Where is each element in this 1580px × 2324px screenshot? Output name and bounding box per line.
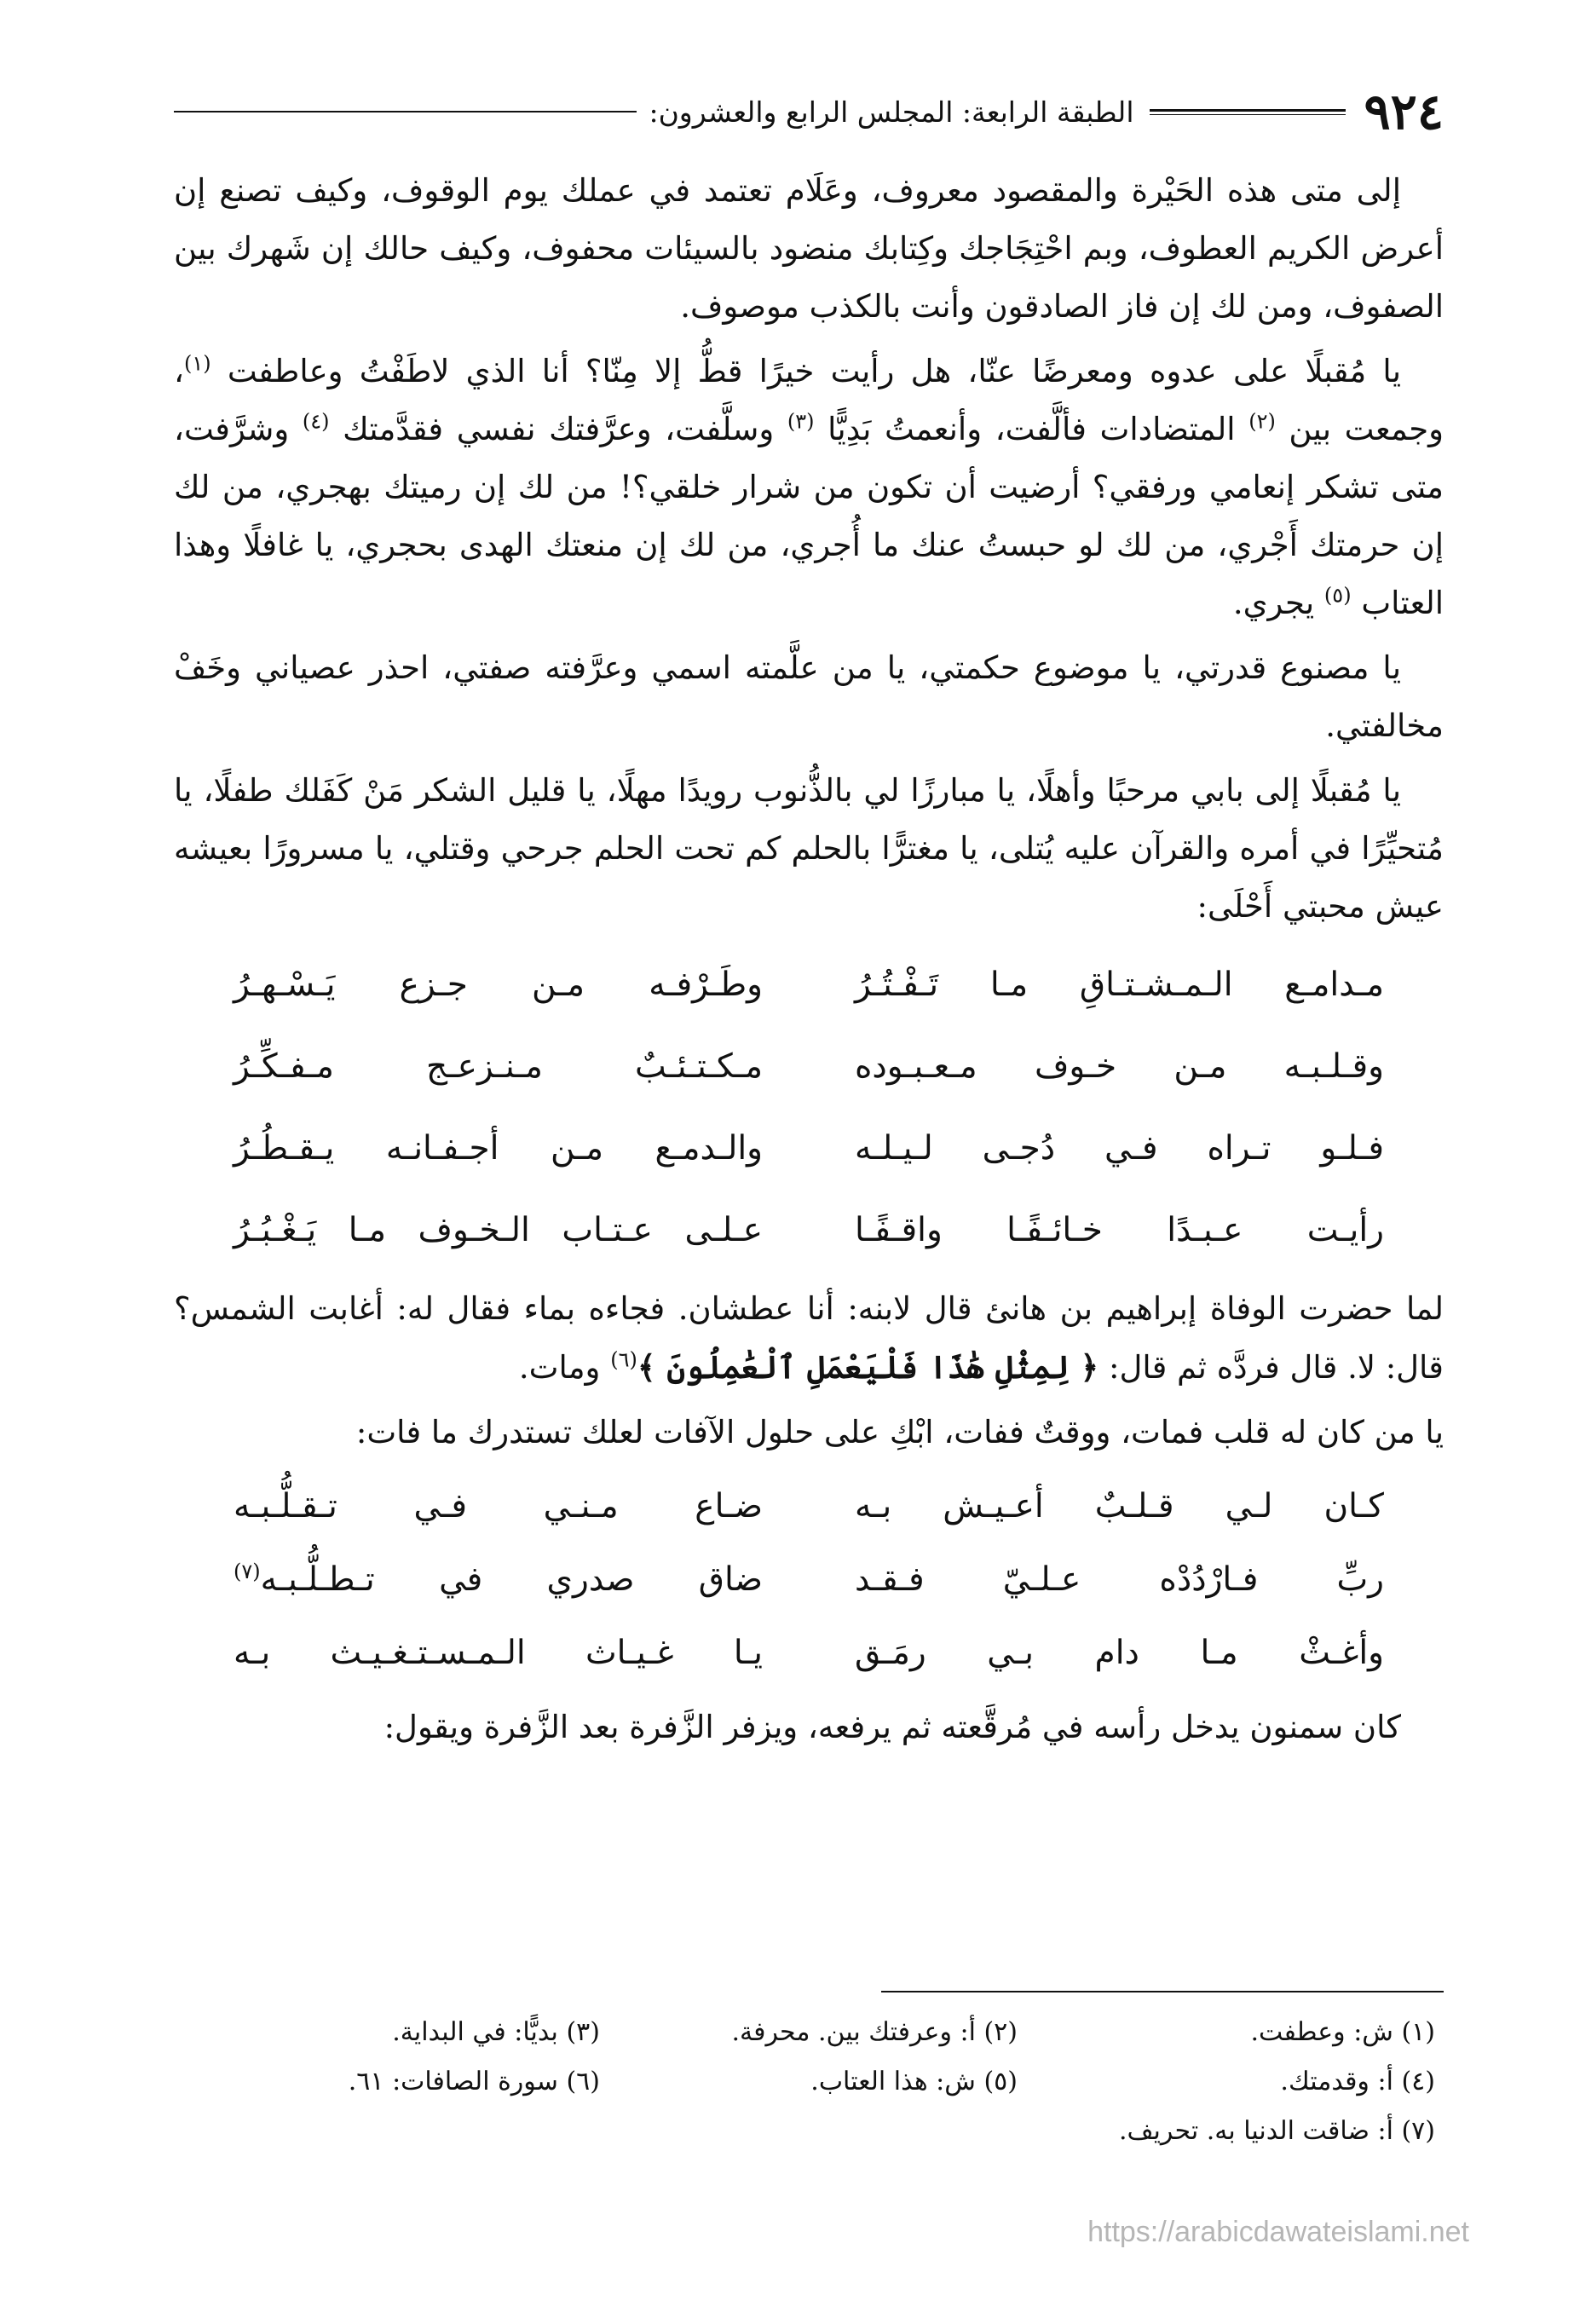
main-text <box>174 162 1444 1763</box>
paragraph-text: وشرَّفت، متى تشكر إنعامي ورفقي؟ أرضيت أن تكون من شرار خلقي؟! من لك إن رميتك بهجري، من لك إن حرمتك أَجْري، من لك لو حبستُ عنك ما أُجري، من لك إن منعتك الهدى بحجري، يا غافلًا وهذا العتاب <box>174 411 1444 621</box>
paragraph-qalb <box>174 1404 1444 1462</box>
footnote-ref-5: (٥) <box>1323 583 1352 608</box>
paragraph-text: المتضادات فألَّفت، وأنعمتُ بَدِيًّا <box>814 411 1249 447</box>
hemistich-second: يـا غـيـاث الـمـسـتـغـيـث بـه <box>234 1634 763 1672</box>
footnote-7: (٧) أ: ضاقت الدنيا به. تحريف. <box>1118 2116 1435 2146</box>
paragraph-text: وسلَّفت، وعرَّفتك نفسي فقدَّمتك <box>329 411 787 447</box>
footnote-row <box>182 2057 1435 2107</box>
running-title: الطبقة الرابعة: المجلس الرابع والعشرون: <box>649 95 1134 129</box>
hemistich-first: ربِّ فـارْدُدْه عـلـيّ فـقـد <box>855 1560 1384 1599</box>
paragraph-bab <box>174 762 1444 936</box>
header-rule <box>174 111 637 112</box>
paragraph-hayra <box>174 162 1444 336</box>
header-double-rule <box>1150 109 1346 115</box>
footnote-ref-4: (٤) <box>302 409 330 434</box>
poem-mushtaq <box>174 944 1444 1272</box>
hemistich-first: وأغـثْ مـا دام بـي رمَـق <box>855 1634 1384 1672</box>
footnote-ref-7: (٧) <box>234 1560 261 1583</box>
footnote-1: (١) ش: وعطفت. <box>1250 2017 1435 2047</box>
paragraph-muqbil <box>174 343 1444 632</box>
footnotes <box>182 2008 1435 2156</box>
footnote-ref-2: (٢) <box>1248 409 1276 434</box>
paragraph-masnu <box>174 639 1444 755</box>
paragraph-text: ، وجمعت بين <box>174 353 1444 447</box>
paragraph-text: يجري. <box>1232 585 1324 621</box>
hemistich-second <box>234 1551 763 1609</box>
footnote-5: (٥) ش: هذا العتاب. <box>810 2067 1018 2096</box>
paragraph-text: كان سمنون يدخل رأسه في مُرقَّعته ثم يرفعه، ويزفر الزَّفرة بعد الزَّفرة ويقول: <box>383 1709 1401 1745</box>
verse <box>234 1470 1384 1543</box>
verse <box>234 1108 1384 1190</box>
watermark <box>0 2216 1469 2249</box>
poem-qalb <box>174 1470 1444 1690</box>
page-number: ٩٢٤ <box>1364 83 1444 141</box>
hemistich-second: والـدمـع مـن أجـفـانـه يـقـطُـرُ <box>234 1129 763 1168</box>
paragraph-ibrahim <box>174 1280 1444 1397</box>
footnote-ref-1: (١) <box>183 351 211 376</box>
quran-verse: ﴿ لِمِثْلِ هَٰذَا فَلْيَعْمَلِ ٱلْعَٰمِلُونَ ﴾ <box>637 1348 1099 1386</box>
watermark-url: https://arabicdawateislami.net <box>1087 2216 1469 2248</box>
footnote-separator <box>881 1991 1444 1992</box>
hemistich-second: مـكـتـئـبٌ مـنـزعـج مـفـكِّـرُ <box>234 1047 763 1086</box>
paragraph-text: يا من كان له قلب فمات، ووقتٌ ففات، ابْكِ على حلول الآفات لعلك تستدرك ما فات: <box>355 1414 1444 1450</box>
verse <box>234 1190 1384 1272</box>
verse <box>234 1543 1384 1617</box>
verse <box>234 1617 1384 1690</box>
footnote-row <box>182 2008 1435 2057</box>
hemistich-first: كـان لـي قـلـبٌ أعـيـش بـه <box>855 1487 1384 1525</box>
hemistich-first: وقـلـبـه مـن خـوف مـعـبـوده <box>855 1047 1384 1086</box>
footnote-row <box>182 2107 1435 2156</box>
paragraph-text: إلى متى هذه الحَيْرة والمقصود معروف، وعَلَام تعتمد في عملك يوم الوقوف، وكيف تصنع إن أعرض الكريم العطوف، وبم احْتِجَاجك وكِتابك منضود بالسيئات محفوف، وكيف حالك إن شَهرك بين الصفوف، ومن لك إن فاز الصادقون وأنت بالكذب موصوف. <box>174 172 1444 325</box>
footnote-6: (٦) سورة الصافات: ٦١. <box>348 2067 600 2096</box>
running-header <box>174 82 1444 141</box>
paragraph-text: يا مُقبلًا إلى بابي مرحبًا وأهلًا، يا مبارزًا لي بالذُّنوب رويدًا مهلًا، يا قليل الشكر مَنْ كَفَلك طفلًا، يا مُتحيِّرًا في أمره والقرآن عليه يُتلى، يا مغترًّا بالحلم كم تحت الحلم جرحي وقتلي، يا مسرورًا بعيشه عيش محبتي أَحْلَى: <box>174 772 1444 925</box>
hemistich-first: مـدامـع الـمـشـتـاقِ مـا تَـفْـتُـرُ <box>855 966 1384 1004</box>
footnote-3: (٣) بديًّا: في البداية. <box>392 2017 600 2047</box>
verse <box>234 944 1384 1026</box>
hemistich-first: رأيـت عـبـدًا خـائـفًـا واقـفًـا <box>855 1211 1384 1249</box>
hemistich-second: عـلـى عـتـاب الـخـوف مـا يَـغْـبُـرُ <box>234 1211 763 1249</box>
footnote-4: (٤) أ: وقدمتك. <box>1280 2067 1435 2096</box>
hemistich-second: ضـاع مـنـي فـي تـقـلُّـبـه <box>234 1487 763 1525</box>
verse <box>234 1026 1384 1108</box>
footnote-2: (٢) أ: وعرفتك بين. محرفة. <box>731 2017 1018 2047</box>
paragraph-samnun <box>174 1698 1444 1756</box>
footnote-ref-6: (٦) <box>610 1347 637 1372</box>
paragraph-text: يا مُقبلًا على عدوه ومعرضًا عنّا، هل رأيت خيرًا قطُّ إلا مِنّا؟ أنا الذي لاطَفْتُ وعاطفت <box>210 353 1401 389</box>
paragraph-text: يا مصنوع قدرتي، يا موضوع حكمتي، يا من علَّمته اسمي وعرَّفته صفتي، احذر عصياني وخَفْ مخالفتي. <box>174 649 1444 744</box>
hemistich-second: وطَـرْفـه مـن جـزع يَـسْـهـرُ <box>234 966 763 1004</box>
paragraph-text: لما حضرت الوفاة إبراهيم بن هانئ قال لابنه: أنا عطشان. فجاءه بماء فقال له: أغابت الشمس؟ قال: لا. قال فردَّه ثم قال: <box>174 1290 1444 1386</box>
hemistich-first: فـلـو تـراه فـي دُجـى لـيـلـه <box>855 1129 1384 1168</box>
footnote-ref-3: (٣) <box>787 409 815 434</box>
hemistich-text: ضاق صدري في تـطـلُّـبـه <box>260 1560 763 1599</box>
paragraph-text: ومات. <box>518 1349 611 1386</box>
